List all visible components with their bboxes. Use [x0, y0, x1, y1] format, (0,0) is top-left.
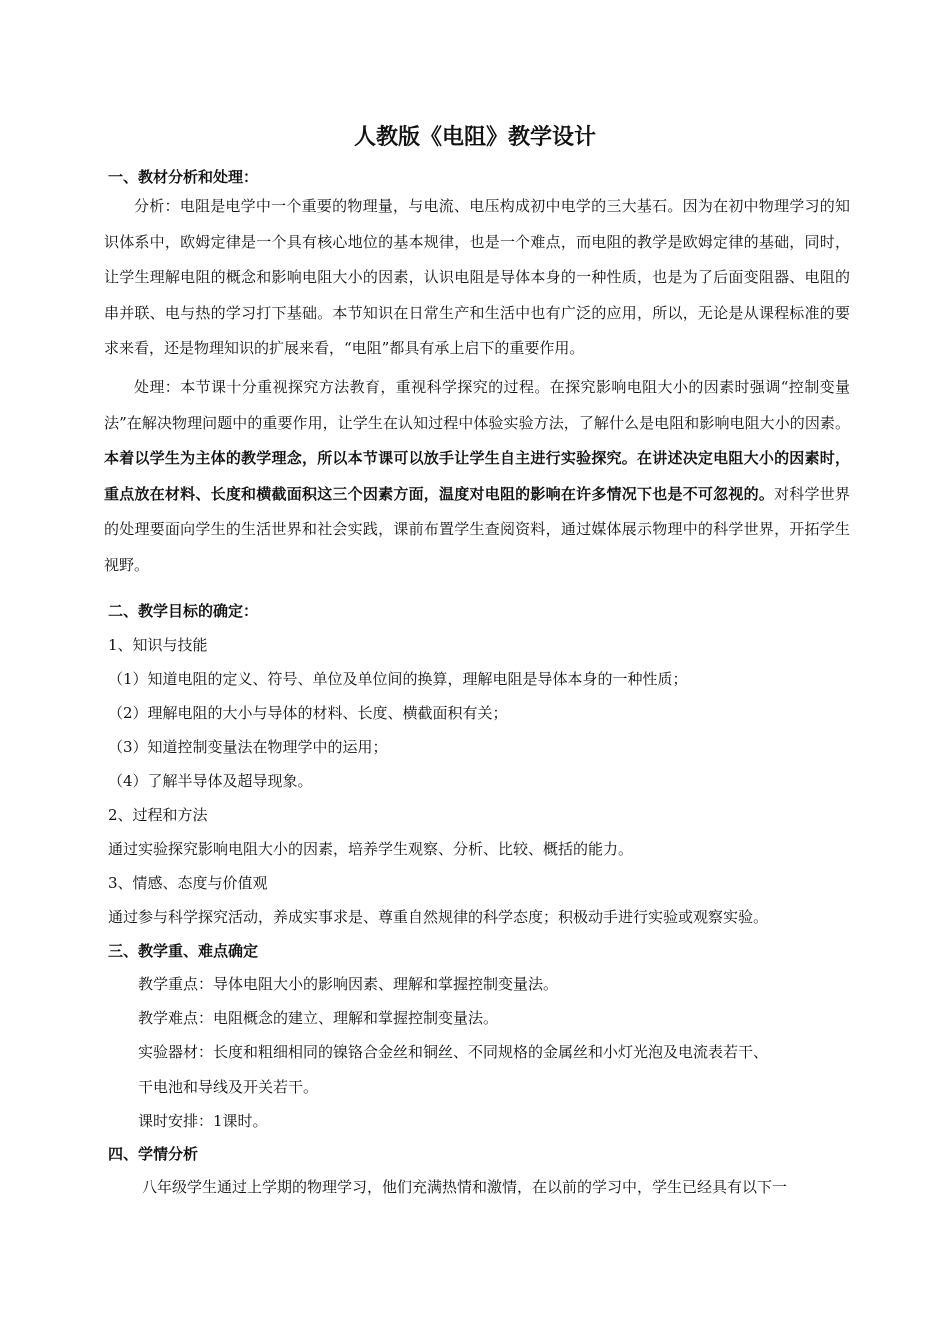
- section-1-heading: 一、教材分析和处理：: [108, 168, 259, 186]
- page-title: 人教版《电阻》教学设计: [353, 125, 596, 150]
- section-3-heading: 三、教学重、难点确定: [108, 942, 259, 960]
- objective-attitude-text: 通过参与科学探究活动，养成实事求是、尊重自然规律的科学态度；积极动手进行实验或观察实验。: [108, 908, 769, 926]
- teaching-focus: 教学重点：导体电阻大小的影响因素、理解和掌握控制变量法。: [138, 975, 559, 993]
- section-4-heading: 四、学情分析: [108, 1145, 199, 1163]
- processing-text-bold: 本着以学生为主体的教学理念，所以本节课可以放手让学生自主进行实验探究。在讲述决定电阻大小的因素时，重点放在材料、长度和横截面积这三个因素方面，温度对电阻的影响在许多情况下也是不可忽视的。: [104, 449, 850, 503]
- teaching-difficulty: 教学难点：电阻概念的建立、理解和掌握控制变量法。: [138, 1009, 499, 1027]
- objective-item-3: （3）知道控制变量法在物理学中的运用；: [108, 738, 388, 756]
- objective-attitude-heading: 3、情感、态度与价值观: [108, 874, 268, 892]
- processing-text-b: 对科学世界的处理要面向学生的生活世界和社会实践，课前布置学生查阅资料，通过媒体展示物理中的科学世界，开拓学生视野。: [104, 484, 850, 574]
- objective-process-heading: 2、过程和方法: [108, 806, 208, 824]
- objective-item-1: （1）知道电阻的定义、符号、单位及单位间的换算，理解电阻是导体本身的一种性质；: [108, 670, 688, 688]
- class-schedule: 课时安排：1课时。: [138, 1112, 268, 1130]
- section-2-heading: 二、教学目标的确定：: [108, 602, 259, 620]
- objective-knowledge-heading: 1、知识与技能: [108, 636, 208, 654]
- processing-text-a: 处理：本节课十分重视探究方法教育，重视科学探究的过程。在探究影响电阻大小的因素时强调“控制变量法”在解决物理问题中的重要作用，让学生在认知过程中体验实验方法，了解什么是电阻和影响电阻大小的因素。: [104, 378, 850, 432]
- student-analysis-text: 八年级学生通过上学期的物理学习，他们充满热情和激情，在以前的学习中，学生已经具有以下一: [142, 1178, 788, 1196]
- objective-item-4: （4）了解半导体及超导现象。: [108, 772, 313, 790]
- equipment-line-1: 实验器材：长度和粗细相同的镍铬合金丝和铜丝、不同规格的金属丝和小灯光泡及电流表若干、: [138, 1043, 769, 1061]
- objective-item-2: （2）理解电阻的大小与导体的材料、长度、横截面积有关；: [108, 704, 508, 722]
- processing-paragraph: [104, 370, 850, 583]
- analysis-paragraph: 分析：电阻是电学中一个重要的物理量，与电流、电压构成初中电学的三大基石。因为在初中物理学习的知识体系中，欧姆定律是一个具有核心地位的基本规律，也是一个难点，而电阻的教学是欧姆定律的基础，同时，让学生理解电阻的概念和影响电阻大小的因素，认识电阻是导体本身的一种性质，也是为了后面变阻器、电阻的串并联、电与热的学习打下基础。本节知识在日常生产和生活中也有广泛的应用，所以，无论是从课程标准的要求来看，还是物理知识的扩展来看，“电阻”都具有承上启下的重要作用。: [104, 197, 850, 357]
- equipment-line-2: 干电池和导线及开关若干。: [138, 1078, 319, 1096]
- objective-process-text: 通过实验探究影响电阻大小的因素，培养学生观察、分析、比较、概括的能力。: [108, 840, 634, 858]
